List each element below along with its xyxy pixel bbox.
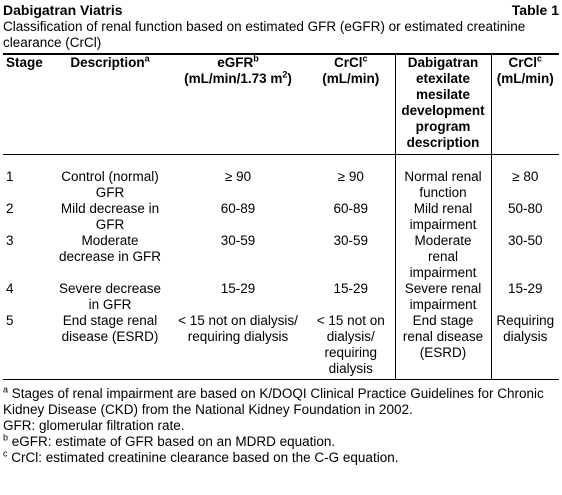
footnote-text: GFR: glomerular filtration rate. — [3, 418, 185, 433]
footnote-mark: a — [3, 384, 9, 395]
title-row — [3, 2, 559, 19]
document-title: Dabigatran Viatris — [3, 2, 123, 18]
cell-stage: 4 — [6, 281, 14, 296]
cell-egfr: ≥ 90 — [224, 169, 252, 184]
table-row — [3, 155, 559, 202]
header-egfr: eGFR$^b$ (mL/min/1.73 $m^2$) — [184, 53, 292, 86]
footnote-text: CrCl: estimated creatinine clearance based on the C-G equation. — [7, 450, 399, 465]
cell-crcl: 15-29 — [333, 281, 369, 296]
cell-program-description: Moderate renal impairment — [395, 233, 491, 281]
cell-description: Severe decrease in GFR — [58, 281, 162, 312]
cell-program-description: Mild renal impairment — [395, 201, 491, 233]
cell-description: Control (normal) GFR — [61, 169, 159, 200]
cell-crcl-program: ≥ 80 — [491, 155, 559, 202]
cell-stage: 2 — [6, 201, 14, 216]
table-caption: Classification of renal function based on estimated GFR (eGFR) or estimated creatinine clearance (CrCl) — [3, 19, 526, 50]
cell-egfr: 15-29 — [220, 281, 256, 296]
cell-description: Mild decrease in GFR — [60, 201, 160, 232]
cell-program-description: Severe renal impairment — [395, 281, 491, 313]
cell-description: End stage renal disease (ESRD) — [61, 313, 159, 344]
footnote — [3, 386, 559, 418]
header-stage: Stage — [6, 55, 43, 70]
cell-program-description: Normal renal function — [395, 155, 491, 202]
cell-crcl: ≥ 90 — [337, 169, 364, 184]
cell-crcl-program: 50-80 — [491, 201, 559, 233]
cell-stage: 1 — [6, 169, 14, 184]
cell-crcl-program: 30-50 — [491, 233, 559, 281]
renal-function-table — [3, 53, 559, 380]
cell-stage: 3 — [6, 233, 14, 248]
table-row — [3, 313, 559, 380]
footnotes — [3, 386, 559, 466]
cell-crcl: 60-89 — [333, 201, 369, 216]
cell-crcl: < 15 not on dialysis/ requiring dialysis — [316, 313, 385, 376]
footnote-mark: b — [3, 432, 9, 443]
footnote-text: eGFR: estimate of GFR based on an MDRD equation. — [8, 434, 336, 449]
footnote — [3, 450, 559, 466]
table-row — [3, 233, 559, 281]
table-header-row — [3, 54, 559, 155]
cell-egfr: 60-89 — [220, 201, 256, 216]
cell-crcl-program: Requiring dialysis — [491, 313, 559, 380]
cell-egfr: < 15 not on dialysis/ requiring dialysis — [178, 313, 298, 344]
header-description: Description$^a$ — [70, 53, 150, 70]
header-program-description: Dabigatran etexilate mesilate development program description — [395, 54, 491, 155]
cell-egfr: 30-59 — [220, 233, 256, 248]
cell-description: Moderate decrease in GFR — [58, 233, 162, 264]
cell-stage: 5 — [6, 313, 14, 328]
footnote — [3, 434, 559, 450]
header-crcl-program: CrCl$^c$ (mL/min) — [491, 54, 559, 155]
footnote-text: Stages of renal impairment are based on K/DOQI Clinical Practice Guidelines for Chronic Kidney Disease (CKD) from the National Kidney Foundation in 2002. — [3, 386, 544, 417]
footnote-mark: c — [3, 448, 8, 459]
cell-crcl-program: 15-29 — [491, 281, 559, 313]
cell-crcl: 30-59 — [333, 233, 369, 248]
table-label: Table 1 — [511, 2, 559, 18]
table-row — [3, 281, 559, 313]
table-row — [3, 201, 559, 233]
footnote — [3, 418, 559, 434]
header-crcl: CrCl$^c$ (mL/min) — [322, 53, 380, 86]
cell-program-description: End stage renal disease (ESRD) — [395, 313, 491, 380]
